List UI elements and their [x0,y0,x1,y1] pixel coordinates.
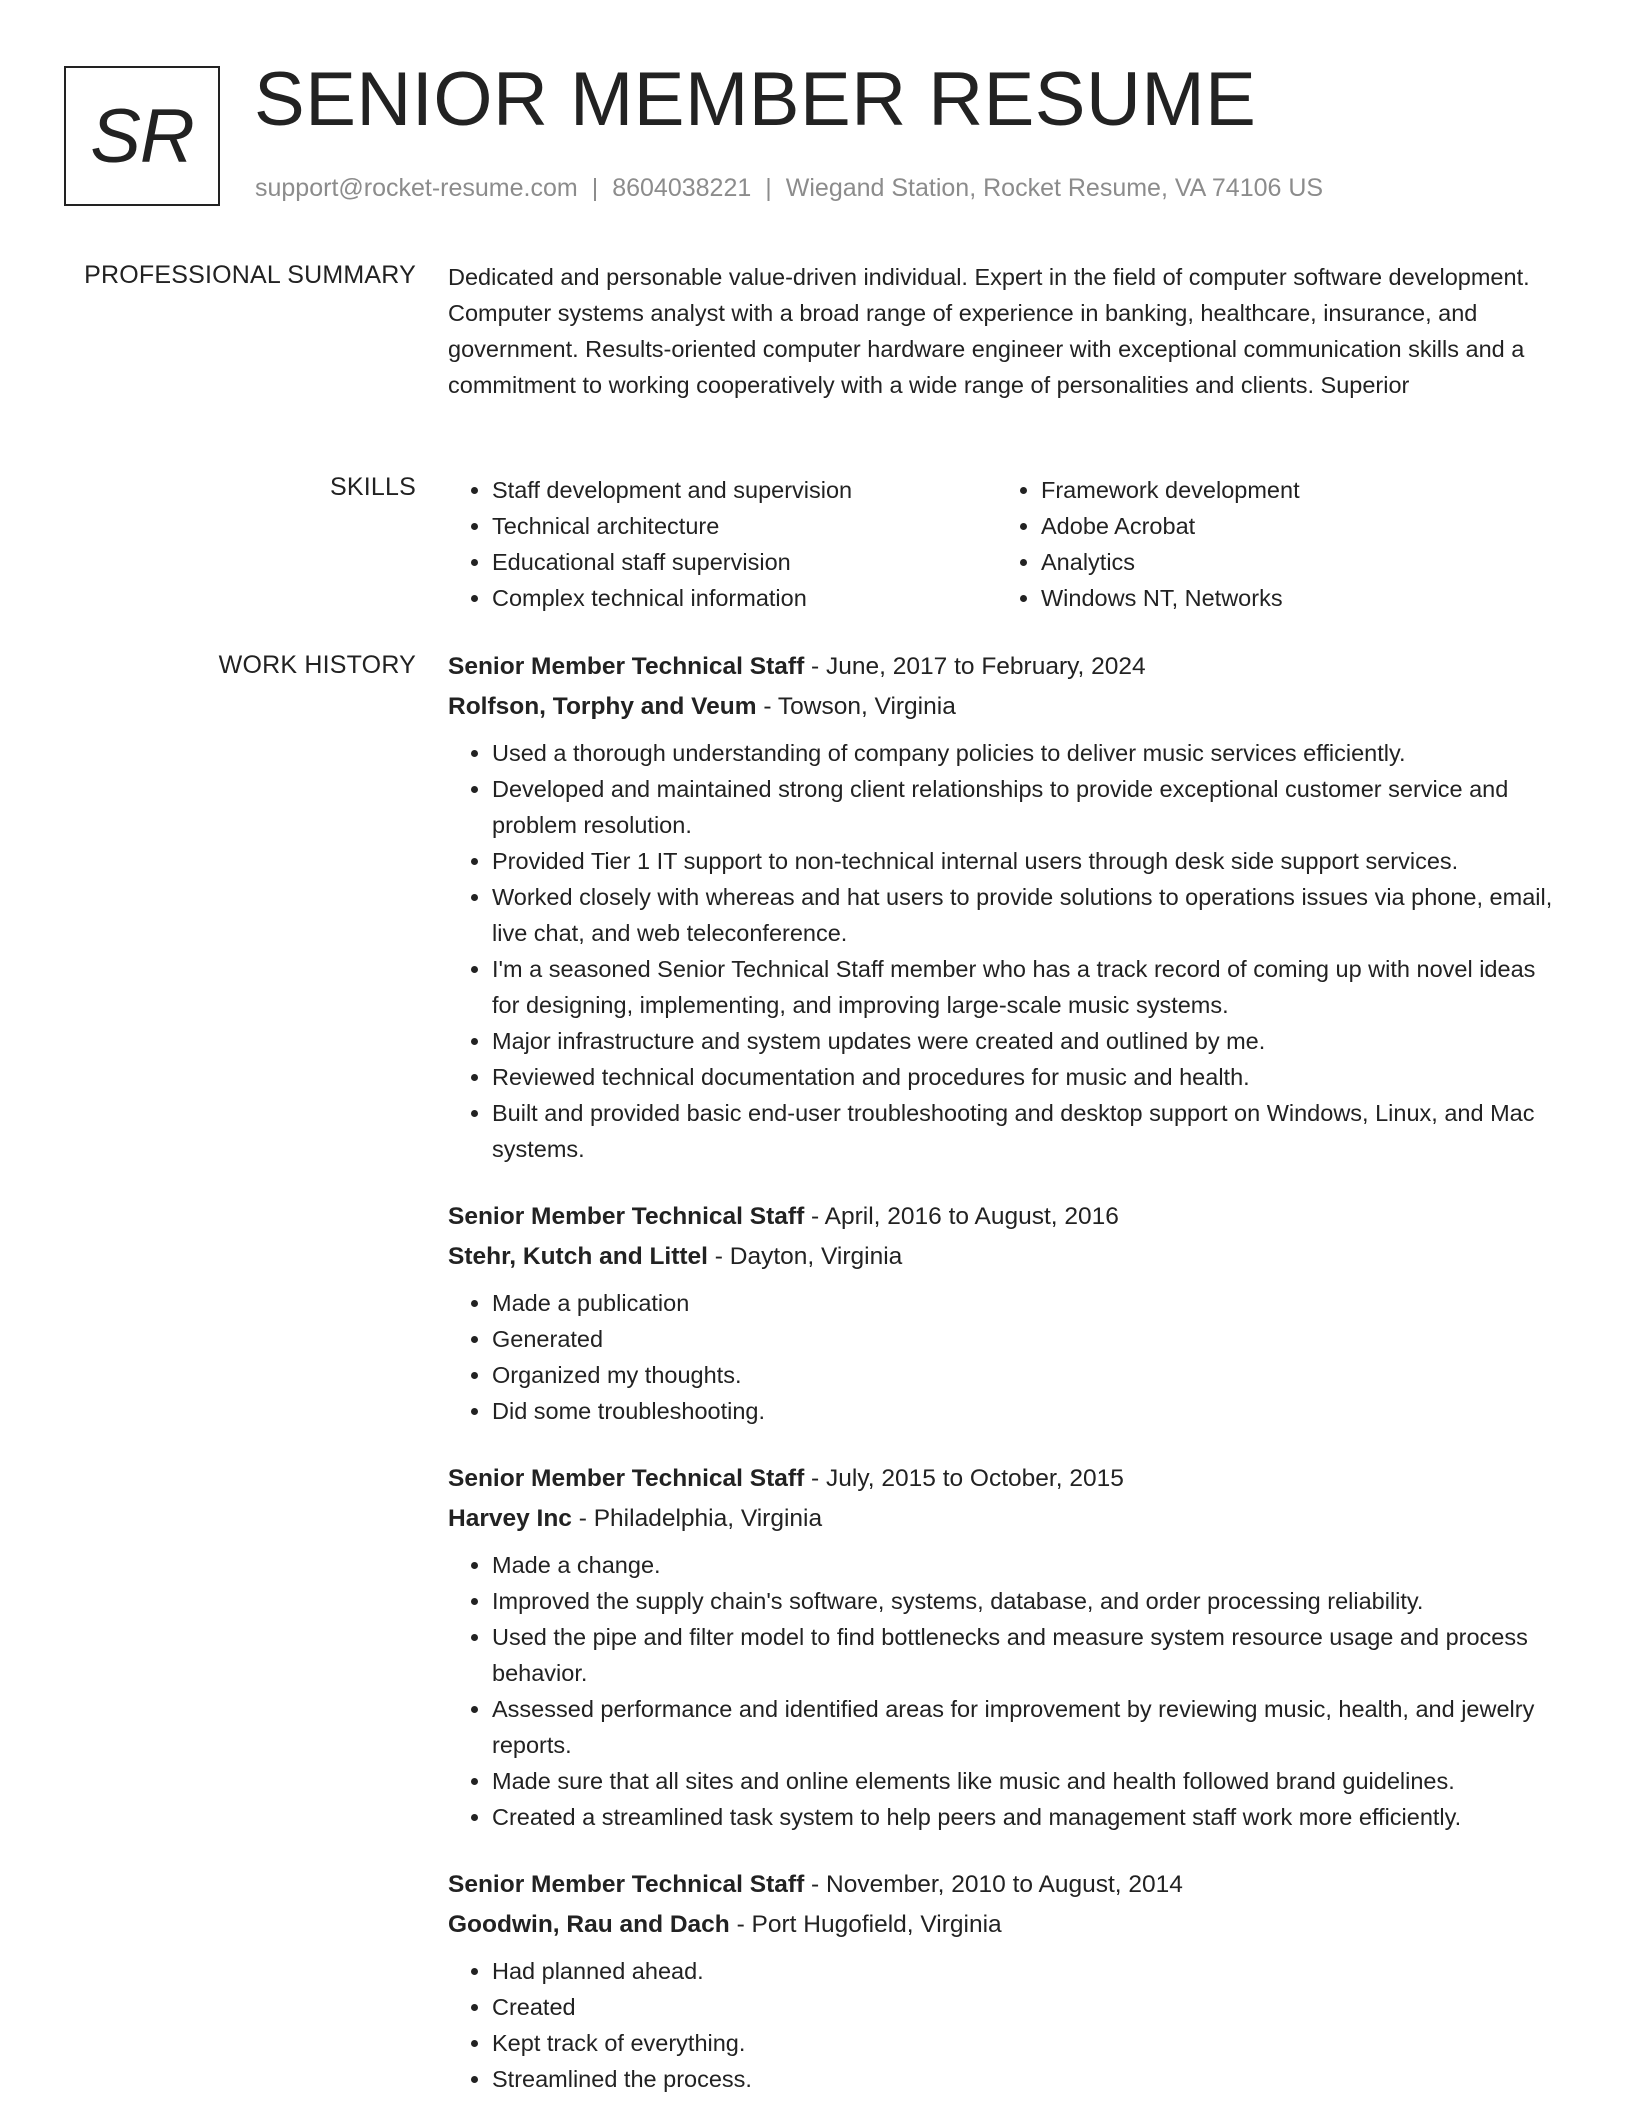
job-bullet: • Created a streamlined task system to help peers and management staff work more efficiently. [492,1799,1558,1835]
job-bullet: • I'm a seasoned Senior Technical Staff member who has a track record of coming up with novel ideas for designing, implementing, and improving large-scale music systems. [492,951,1558,1023]
job-title-line [448,1865,1558,1905]
job-dates: - April, 2016 to August, 2016 [804,1203,1119,1230]
job-entry [448,1459,1558,1835]
job-company-line [448,1237,1558,1277]
skill-item: • Staff development and supervision [492,472,997,508]
job-title: Senior Member Technical Staff [448,1871,805,1898]
contact-phone: 8604038221 [612,174,752,202]
job-company: Goodwin, Rau and Dach [448,1911,730,1938]
section-label-work-history: WORK HISTORY [218,651,416,679]
job-bullet: • Assessed performance and identified areas for improvement by reviewing music, health, and jewelry reports. [492,1691,1558,1763]
job-bullet: • Improved the supply chain's software, systems, database, and order processing reliability. [492,1583,1558,1619]
job-bullet: • Streamlined the process. [492,2061,1558,2097]
section-label-summary: PROFESSIONAL SUMMARY [84,261,416,289]
job-company: Stehr, Kutch and Littel [448,1243,708,1270]
skills-list-left [448,472,997,616]
job-bullet: • Major infrastructure and system updates were created and outlined by me. [492,1023,1558,1059]
job-company: Rolfson, Torphy and Veum [448,693,757,720]
skill-item: • Educational staff supervision [492,544,997,580]
job-dates: - November, 2010 to August, 2014 [804,1871,1183,1898]
skills-section [448,472,1558,616]
job-bullet: • Used a thorough understanding of company policies to deliver music services efficiently. [492,735,1558,771]
skill-item: • Windows NT, Networks [1041,580,1546,616]
job-bullet: • Reviewed technical documentation and procedures for music and health. [492,1059,1558,1095]
contact-separator: | [591,174,599,202]
summary-text: Dedicated and personable value-driven individual. Expert in the field of computer software development. Computer systems analyst with a broad range of experience in banking, healthcare, insurance, and government. Results-oriented computer hardware engineer with exceptional communication skills and a commitment to working cooperatively with a wide range of personalities and clients. Superior [448,264,1530,398]
job-bullet: • Had planned ahead. [492,1953,1558,1989]
job-title-line [448,647,1558,687]
skill-item: • Technical architecture [492,508,997,544]
work-history-section [448,647,1558,2127]
job-bullet: • Made sure that all sites and online elements like music and health followed brand guidelines. [492,1763,1558,1799]
job-title: Senior Member Technical Staff [448,1203,805,1230]
job-bullet: • Made a publication [492,1285,1558,1321]
job-title-line [448,1197,1558,1237]
skills-list-right [997,472,1546,616]
job-bullets [448,1285,1558,1429]
contact-separator: | [765,174,772,202]
job-bullets [448,1547,1558,1835]
contact-email: support@rocket-resume.com [255,174,578,202]
job-bullets [448,1953,1558,2097]
job-entry [448,1865,1558,2097]
skill-item: • Complex technical information [492,580,997,616]
job-bullet: • Did some troubleshooting. [492,1393,1558,1429]
job-location: - Dayton, Virginia [708,1243,903,1270]
job-company: Harvey Inc [448,1505,572,1532]
job-title: Senior Member Technical Staff [448,1465,805,1492]
job-bullet: • Kept track of everything. [492,2025,1558,2061]
contact-line [255,174,1323,203]
monogram-initials: SR [90,93,194,179]
skill-item: • Adobe Acrobat [1041,508,1546,544]
job-bullet: • Used the pipe and filter model to find bottlenecks and measure system resource usage and process behavior. [492,1619,1558,1691]
job-entry [448,1197,1558,1429]
job-bullet: • Worked closely with whereas and hat users to provide solutions to operations issues via phone, email, live chat, and web teleconference. [492,879,1558,951]
summary-section [448,259,1558,403]
job-title: Senior Member Technical Staff [448,653,805,680]
monogram-box [64,66,220,206]
job-bullet: • Developed and maintained strong client relationships to provide exceptional customer service and problem resolution. [492,771,1558,843]
job-location: - Port Hugofield, Virginia [729,1911,1002,1938]
job-bullet: • Provided Tier 1 IT support to non-technical internal users through desk side support services. [492,843,1558,879]
section-label-skills: SKILLS [330,473,416,501]
job-bullet: • Created [492,1989,1558,2025]
job-bullets [448,735,1558,1167]
job-company-line [448,1905,1558,1945]
job-dates: - July, 2015 to October, 2015 [804,1465,1124,1492]
job-bullet: • Generated [492,1321,1558,1357]
skill-item: • Analytics [1041,544,1546,580]
resume-name: SENIOR MEMBER RESUME [254,57,1257,142]
job-bullet: • Made a change. [492,1547,1558,1583]
job-bullet: • Built and provided basic end-user troubleshooting and desktop support on Windows, Linux, and Mac systems. [492,1095,1558,1167]
job-entry [448,647,1558,1167]
job-company-line [448,1499,1558,1539]
job-bullet: • Organized my thoughts. [492,1357,1558,1393]
job-title-line [448,1459,1558,1499]
job-location: - Towson, Virginia [756,693,956,720]
skill-item: • Framework development [1041,472,1546,508]
job-dates: - June, 2017 to February, 2024 [804,653,1146,680]
contact-address: Wiegand Station, Rocket Resume, VA 74106 US [785,174,1324,202]
job-company-line [448,687,1558,727]
job-location: - Philadelphia, Virginia [571,1505,823,1532]
